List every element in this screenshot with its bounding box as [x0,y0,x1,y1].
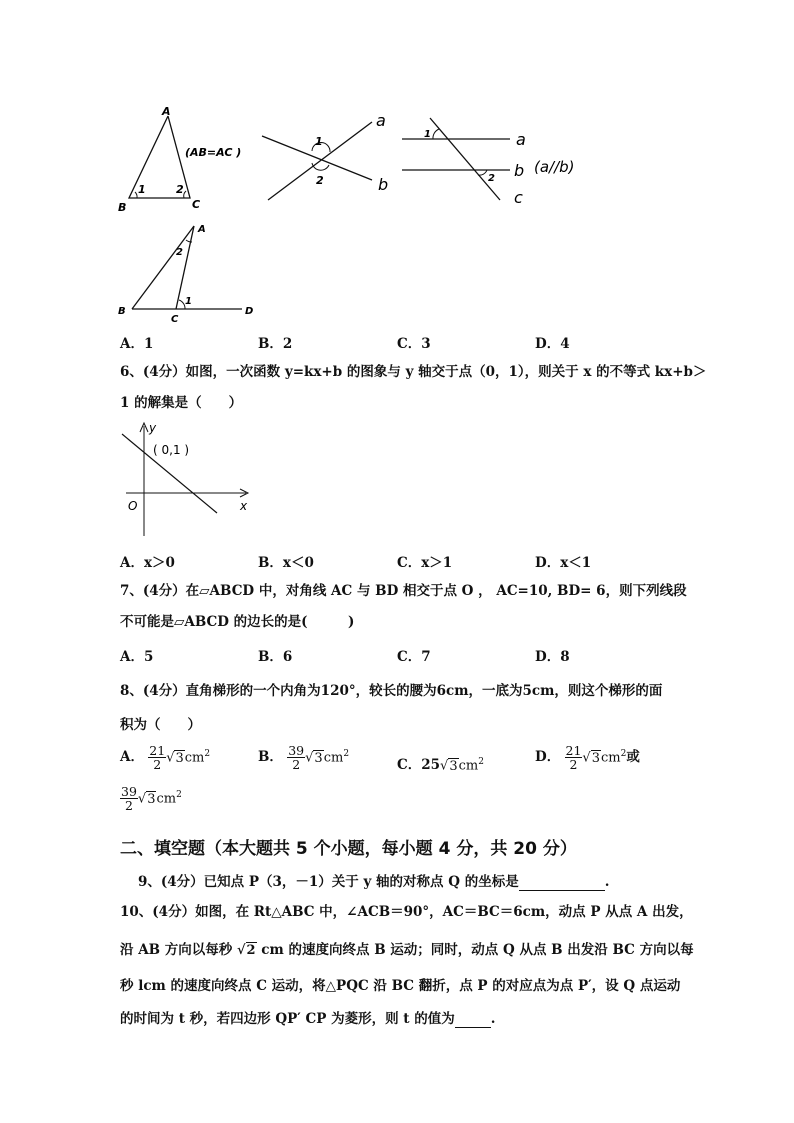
line-b-label: b [514,161,525,180]
origin-label: O [128,499,138,513]
angle-1-label: 1 [138,183,146,196]
figure-intersecting-lines [258,108,398,203]
angle-2-label: 2 [176,183,184,196]
q6-option-c: C．x＞1 [397,555,453,571]
q10-answer-blank[interactable] [455,1011,491,1028]
q6-option-d: D．x＜1 [535,555,592,571]
q7-stem-line1: 7、(4分）在▱ABCD 中，对角线 AC 与 BD 相交于点 O ， AC=10, BD= 6，则下列线段 [120,583,687,599]
parallel-condition-label: (a//b) [534,158,575,176]
q5-option-a: A．1 [120,336,154,352]
vertex-b-label: B [118,201,127,214]
vertex-a-label: A [162,105,171,118]
q8-stem-line2: 积为（ ） [120,717,201,733]
q10-stem-line4: 的时间为 t 秒，若四边形 QP′ CP 为菱形，则 t 的值为 . [120,1011,496,1027]
q5-option-b: B．2 [258,336,293,352]
q7-option-c: C．7 [397,649,431,665]
line-b-label: b [378,175,389,194]
y-axis-label: y [149,421,157,435]
figure-parallel-lines [398,108,598,208]
q10-stem-line1: 10、(4分）如图，在 Rt△ABC 中，∠ACB＝90°，AC＝BC＝6cm，动点 P 从点 A 出发， [120,904,693,920]
angle-2-label: 2 [316,174,324,187]
q7-option-d: D．8 [535,649,570,665]
q8-option-d: D． $\frac{21}{2}$ $√3cm^2$或 [535,743,640,773]
q6-option-b: B．x＜0 [258,555,314,571]
figure-exterior-angle [112,218,272,326]
vertex-a-label: A [198,224,206,235]
figure-isosceles-triangle [112,100,272,215]
line-a-label: a [516,130,526,149]
angle-1-label: 1 [185,296,192,307]
figure-linear-graph [116,418,266,543]
intercept-point-label: ( 0,1 ) [153,443,190,457]
x-axis-label: x [240,499,248,513]
line-a-label: a [376,111,386,130]
q6-stem-line2: 1 的解集是（ ） [120,395,243,411]
q8-stem-line1: 8、(4分）直角梯形的一个内角为120°，较长的腰为6cm，一底为5cm，则这个梯形的面 [120,683,663,699]
q5-option-c: C．3 [397,336,431,352]
q5-option-d: D．4 [535,336,570,352]
angle-1-label: 1 [315,135,323,148]
q8-option-d-continued: $\frac{39}{2}$ $√3cm^2$ [121,784,182,814]
q8-option-a: A． $\frac{21}{2}$ $√3cm^2$ [120,743,211,773]
section-heading-fill-in: 二、填空题（本大题共 5 个小题，每小题 4 分，共 20 分） [120,839,577,859]
q10-stem-line2: 沿 AB 方向以每秒 √2 cm 的速度向终点 B 运动；同时，动点 Q 从点 B 出发沿 BC 方向以每 [120,942,694,958]
q7-option-a: A．5 [120,649,154,665]
vertex-c-label: C [171,314,179,325]
vertex-d-label: D [245,306,254,317]
angle-1-label: 1 [424,129,431,140]
vertex-c-label: C [192,198,201,211]
q8-option-c: C．$25√3cm^2$ [397,757,484,774]
q6-option-a: A．x＞0 [120,555,175,571]
q8-option-b: B． $\frac{39}{2}$ $√3cm^2$ [258,743,350,773]
vertex-b-label: B [118,306,126,317]
q7-stem-line2: 不可能是▱ABCD 的边长的是( ) [120,614,355,630]
condition-label: (AB=AC ) [185,146,242,159]
q6-stem-line1: 6、(4分）如图，一次函数 y=kx+b 的图象与 y 轴交于点（0，1），则关于 x 的不等式 kx+b＞ [120,364,707,380]
q7-option-b: B．6 [258,649,293,665]
q9-answer-blank[interactable] [519,874,605,891]
angle-2-label: 2 [176,247,183,258]
line-c-label: c [514,188,523,207]
angle-2-label: 2 [488,173,495,184]
q9-stem: 9、(4分）已知点 P（3，－1）关于 y 轴的对称点 Q 的坐标是 . [138,874,610,890]
q10-stem-line3: 秒 lcm 的速度向终点 C 运动，将△PQC 沿 BC 翻折，点 P 的对应点为点 P′，设 Q 点运动 [120,978,681,994]
